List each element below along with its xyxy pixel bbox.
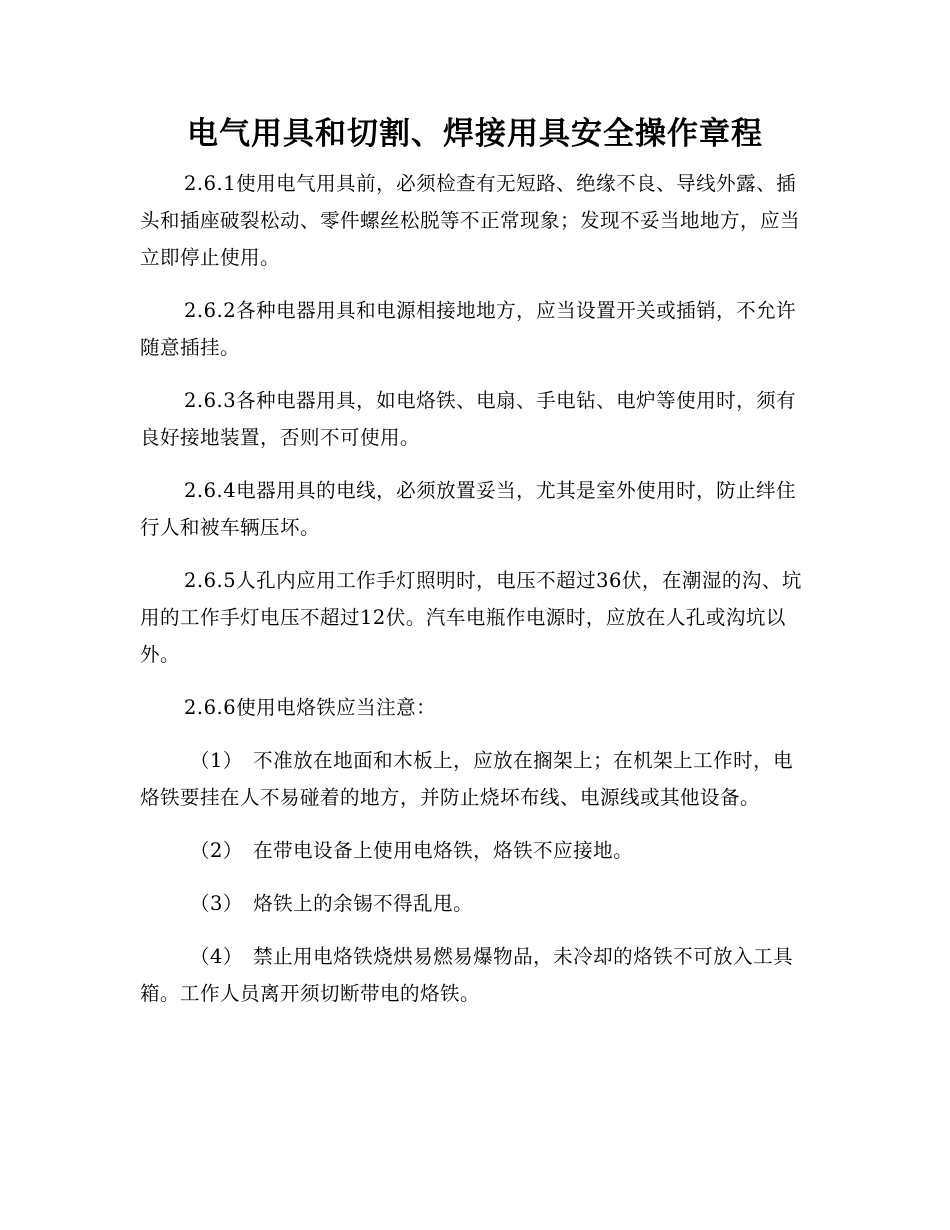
list-item-4: （4） 禁止用电烙铁烧烘易燃易爆物品，未冷却的烙铁不可放入工具箱。工作人员离开须切断带电的烙铁。 bbox=[140, 945, 794, 1005]
paragraph-2-6-3: 2.6.3各种电器用具，如电烙铁、电扇、手电钻、电炉等使用时，须有良好接地装置，否则不可使用。 bbox=[140, 389, 797, 449]
paragraph-2-6-2: 2.6.2各种电器用具和电源相接地地方，应当设置开关或插销，不允许随意插挂。 bbox=[140, 299, 797, 359]
paragraph-2-6-1: 2.6.1使用电气用具前，必须检查有无短路、绝缘不良、导线外露、插头和插座破裂松动、零件螺丝松脱等不正常现象；发现不妥当地地方，应当立即停止使用。 bbox=[140, 172, 801, 269]
list-item-2: （2） 在带电设备上使用电烙铁，烙铁不应接地。 bbox=[190, 839, 634, 862]
document-title: 电气用具和切割、焊接用具安全操作章程 bbox=[187, 116, 763, 152]
paragraph-2-6-6: 2.6.6使用电烙铁应当注意： bbox=[184, 696, 437, 719]
document-body bbox=[140, 165, 810, 1028]
paragraph-2-6-5: 2.6.5人孔内应用工作手灯照明时，电压不超过36伏，在潮湿的沟、坑用的工作手灯电压不超过12伏。汽车电瓶作电源时，应放在人孔或沟坑以外。 bbox=[140, 569, 802, 666]
list-item-3: （3） 烙铁上的余锡不得乱甩。 bbox=[190, 892, 474, 915]
paragraph-2-6-4: 2.6.4电器用具的电线，必须放置妥当，尤其是室外使用时，防止绊住行人和被车辆压坏。 bbox=[140, 479, 797, 539]
list-item-1: （1） 不准放在地面和木板上，应放在搁架上；在机架上工作时，电烙铁要挂在人不易碰着的地方，并防止烧坏布线、电源线或其他设备。 bbox=[140, 749, 794, 809]
